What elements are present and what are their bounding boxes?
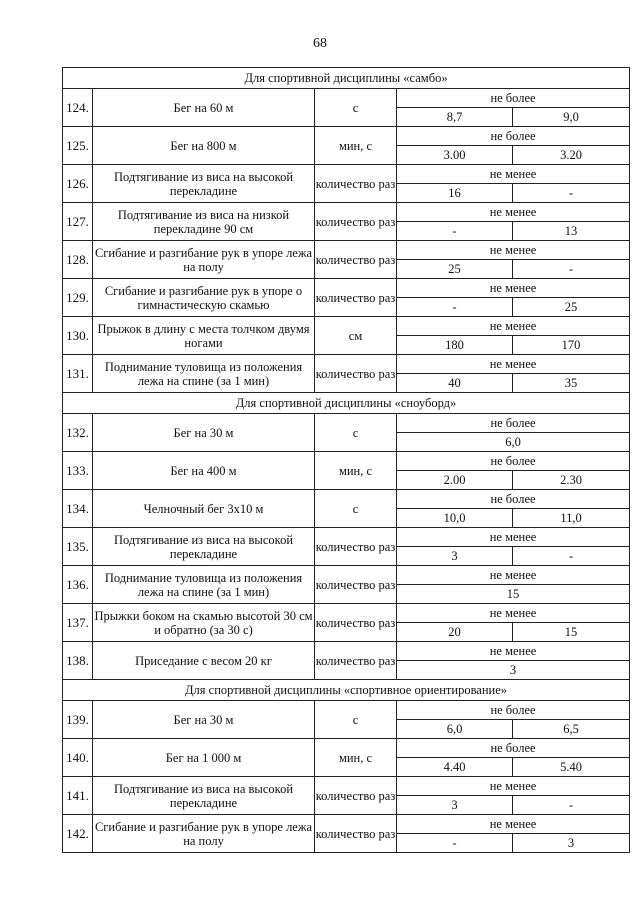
row-number: 126. bbox=[63, 165, 93, 203]
norm-value-girls: 9,0 bbox=[513, 108, 630, 127]
row-number: 142. bbox=[63, 815, 93, 853]
row-number: 131. bbox=[63, 355, 93, 393]
norm-value-girls: 170 bbox=[513, 336, 630, 355]
norm-value-girls: 25 bbox=[513, 298, 630, 317]
section-title: Для спортивной дисциплины «самбо» bbox=[63, 68, 630, 89]
unit-of-measure: мин, с bbox=[315, 127, 397, 165]
exercise-name: Бег на 1 000 м bbox=[93, 739, 315, 777]
unit-of-measure: количество раз bbox=[315, 566, 397, 604]
norm-value-boys: 25 bbox=[397, 260, 513, 279]
row-number: 134. bbox=[63, 490, 93, 528]
norm-row bbox=[63, 739, 630, 758]
norms-table bbox=[62, 67, 630, 853]
unit-of-measure: количество раз bbox=[315, 355, 397, 393]
page-number: 68 bbox=[313, 36, 327, 51]
unit-of-measure: с bbox=[315, 89, 397, 127]
exercise-name: Поднимание туловища из положения лежа на спине (за 1 мин) bbox=[93, 566, 315, 604]
unit-of-measure: количество раз bbox=[315, 815, 397, 853]
norm-value-boys: 16 bbox=[397, 184, 513, 203]
row-number: 141. bbox=[63, 777, 93, 815]
norm-value-boys: 8,7 bbox=[397, 108, 513, 127]
norm-row bbox=[63, 203, 630, 222]
row-number: 132. bbox=[63, 414, 93, 452]
norm-condition: не менее bbox=[397, 528, 630, 547]
norm-value-girls: - bbox=[513, 184, 630, 203]
row-number: 129. bbox=[63, 279, 93, 317]
norm-condition: не менее bbox=[397, 566, 630, 585]
unit-of-measure: количество раз bbox=[315, 241, 397, 279]
norm-value-girls: 35 bbox=[513, 374, 630, 393]
norm-row bbox=[63, 414, 630, 433]
exercise-name: Подтягивание из виса на низкой перекладине 90 см bbox=[93, 203, 315, 241]
exercise-name: Приседание с весом 20 кг bbox=[93, 642, 315, 680]
row-number: 135. bbox=[63, 528, 93, 566]
norm-value-girls: 3.20 bbox=[513, 146, 630, 165]
norm-value-boys: 20 bbox=[397, 623, 513, 642]
norm-condition: не более bbox=[397, 127, 630, 146]
exercise-name: Бег на 60 м bbox=[93, 89, 315, 127]
row-number: 124. bbox=[63, 89, 93, 127]
exercise-name: Подтягивание из виса на высокой перекладине bbox=[93, 528, 315, 566]
norm-condition: не менее bbox=[397, 279, 630, 298]
unit-of-measure: количество раз bbox=[315, 604, 397, 642]
exercise-name: Сгибание и разгибание рук в упоре о гимнастическую скамью bbox=[93, 279, 315, 317]
norm-value-girls: 15 bbox=[513, 623, 630, 642]
unit-of-measure: количество раз bbox=[315, 203, 397, 241]
norm-condition: не менее bbox=[397, 642, 630, 661]
norm-value-girls: - bbox=[513, 547, 630, 566]
norm-condition: не менее bbox=[397, 815, 630, 834]
exercise-name: Бег на 30 м bbox=[93, 414, 315, 452]
row-number: 127. bbox=[63, 203, 93, 241]
exercise-name: Челночный бег 3х10 м bbox=[93, 490, 315, 528]
unit-of-measure: с bbox=[315, 414, 397, 452]
exercise-name: Бег на 800 м bbox=[93, 127, 315, 165]
norm-value-girls: - bbox=[513, 260, 630, 279]
norm-row bbox=[63, 528, 630, 547]
norm-condition: не менее bbox=[397, 604, 630, 623]
norm-value-boys: 2.00 bbox=[397, 471, 513, 490]
norm-value-girls: 2.30 bbox=[513, 471, 630, 490]
exercise-name: Прыжки боком на скамью высотой 30 см и обратно (за 30 с) bbox=[93, 604, 315, 642]
norm-value-boys: - bbox=[397, 298, 513, 317]
norm-value-girls: 3 bbox=[513, 834, 630, 853]
row-number: 137. bbox=[63, 604, 93, 642]
norm-row bbox=[63, 566, 630, 585]
norm-value-boys: 3 bbox=[397, 547, 513, 566]
norm-value-girls: 6,5 bbox=[513, 720, 630, 739]
norm-value-boys: 3.00 bbox=[397, 146, 513, 165]
unit-of-measure: количество раз bbox=[315, 528, 397, 566]
norm-value: 3 bbox=[397, 661, 630, 680]
norm-condition: не менее bbox=[397, 355, 630, 374]
exercise-name: Прыжок в длину с места толчком двумя ногами bbox=[93, 317, 315, 355]
section-header-row bbox=[63, 680, 630, 701]
norm-row bbox=[63, 165, 630, 184]
unit-of-measure: с bbox=[315, 490, 397, 528]
norm-value-girls: 11,0 bbox=[513, 509, 630, 528]
section-header-row bbox=[63, 68, 630, 89]
unit-of-measure: количество раз bbox=[315, 777, 397, 815]
section-title: Для спортивной дисциплины «спортивное ориентирование» bbox=[63, 680, 630, 701]
section-title: Для спортивной дисциплины «сноуборд» bbox=[63, 393, 630, 414]
norm-condition: не менее bbox=[397, 203, 630, 222]
norm-row bbox=[63, 127, 630, 146]
norm-value-boys: 4.40 bbox=[397, 758, 513, 777]
norm-value-boys: - bbox=[397, 222, 513, 241]
norm-value: 6,0 bbox=[397, 433, 630, 452]
norm-value-girls: - bbox=[513, 796, 630, 815]
norm-value-boys: 180 bbox=[397, 336, 513, 355]
norm-row bbox=[63, 604, 630, 623]
norm-row bbox=[63, 241, 630, 260]
exercise-name: Поднимание туловища из положения лежа на спине (за 1 мин) bbox=[93, 355, 315, 393]
exercise-name: Сгибание и разгибание рук в упоре лежа на полу bbox=[93, 241, 315, 279]
norm-condition: не менее bbox=[397, 777, 630, 796]
norm-value-girls: 13 bbox=[513, 222, 630, 241]
row-number: 130. bbox=[63, 317, 93, 355]
exercise-name: Сгибание и разгибание рук в упоре лежа на полу bbox=[93, 815, 315, 853]
unit-of-measure: количество раз bbox=[315, 279, 397, 317]
norm-row bbox=[63, 355, 630, 374]
row-number: 125. bbox=[63, 127, 93, 165]
unit-of-measure: мин, с bbox=[315, 739, 397, 777]
norm-row bbox=[63, 777, 630, 796]
row-number: 136. bbox=[63, 566, 93, 604]
norm-row bbox=[63, 701, 630, 720]
norm-row bbox=[63, 490, 630, 509]
norm-value-boys: 40 bbox=[397, 374, 513, 393]
row-number: 128. bbox=[63, 241, 93, 279]
norm-condition: не более bbox=[397, 414, 630, 433]
row-number: 138. bbox=[63, 642, 93, 680]
norm-row bbox=[63, 317, 630, 336]
exercise-name: Бег на 30 м bbox=[93, 701, 315, 739]
row-number: 133. bbox=[63, 452, 93, 490]
norm-condition: не более bbox=[397, 89, 630, 108]
unit-of-measure: количество раз bbox=[315, 642, 397, 680]
norm-condition: не менее bbox=[397, 165, 630, 184]
norm-condition: не более bbox=[397, 701, 630, 720]
norm-value: 15 bbox=[397, 585, 630, 604]
norm-row bbox=[63, 89, 630, 108]
norm-value-girls: 5.40 bbox=[513, 758, 630, 777]
norm-value-boys: 6,0 bbox=[397, 720, 513, 739]
exercise-name: Подтягивание из виса на высокой перекладине bbox=[93, 777, 315, 815]
norms-table-body bbox=[63, 68, 630, 853]
norm-value-boys: 10,0 bbox=[397, 509, 513, 528]
norm-condition: не менее bbox=[397, 317, 630, 336]
norm-row bbox=[63, 642, 630, 661]
unit-of-measure: количество раз bbox=[315, 165, 397, 203]
norm-row bbox=[63, 452, 630, 471]
norm-row bbox=[63, 815, 630, 834]
unit-of-measure: мин, с bbox=[315, 452, 397, 490]
row-number: 140. bbox=[63, 739, 93, 777]
norm-row bbox=[63, 279, 630, 298]
exercise-name: Бег на 400 м bbox=[93, 452, 315, 490]
row-number: 139. bbox=[63, 701, 93, 739]
norm-value-boys: 3 bbox=[397, 796, 513, 815]
section-header-row bbox=[63, 393, 630, 414]
unit-of-measure: с bbox=[315, 701, 397, 739]
norm-condition: не более bbox=[397, 739, 630, 758]
exercise-name: Подтягивание из виса на высокой перекладине bbox=[93, 165, 315, 203]
unit-of-measure: см bbox=[315, 317, 397, 355]
norm-value-boys: - bbox=[397, 834, 513, 853]
norm-condition: не более bbox=[397, 490, 630, 509]
norm-condition: не более bbox=[397, 452, 630, 471]
norm-condition: не менее bbox=[397, 241, 630, 260]
